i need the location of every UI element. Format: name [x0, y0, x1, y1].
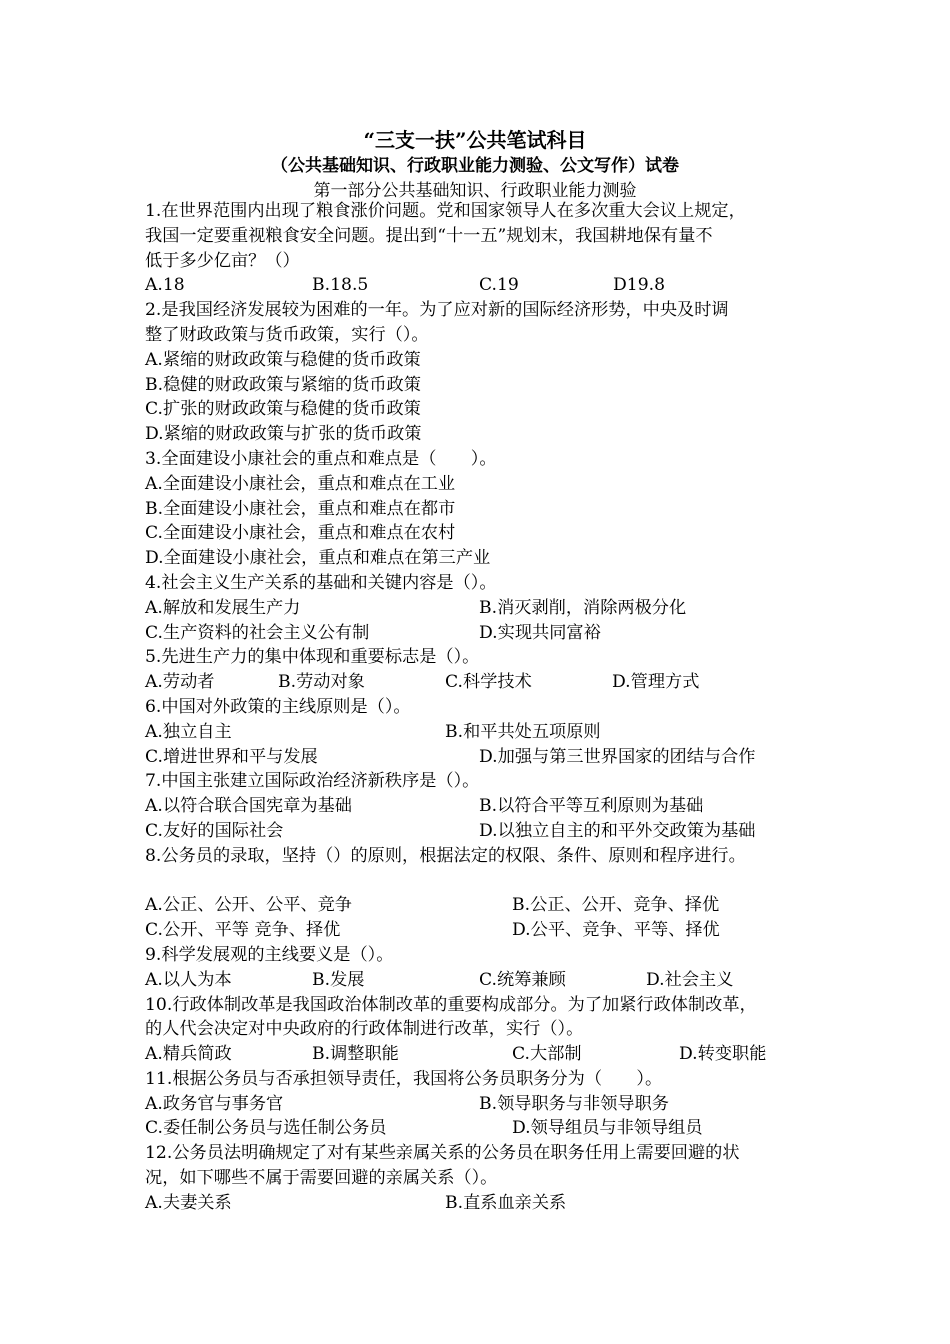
- question-stem: 3.全面建设小康社会的重点和难点是（ ）。: [145, 448, 497, 469]
- section-heading: 第一部分公共基础知识、行政职业能力测验: [313, 181, 637, 201]
- option-c: C.科学技术: [445, 672, 532, 693]
- option-c: C.委任制公务员与选任制公务员: [145, 1118, 387, 1139]
- question-stem: 7.中国主张建立国际政治经济新秩序是（）。: [145, 771, 480, 792]
- option-d: D.以独立自主的和平外交政策为基础: [479, 820, 756, 841]
- option-b: B.劳动对象: [278, 672, 365, 693]
- option-a: A.18: [145, 275, 185, 296]
- option-b: B.18.5: [312, 275, 369, 296]
- option-c: C.增进世界和平与发展: [145, 746, 318, 767]
- option-row: [145, 819, 825, 844]
- option-d: D19.8: [613, 275, 666, 296]
- question-stem: 5.先进生产力的集中体现和重要标志是（）。: [145, 647, 480, 668]
- option-d: D.社会主义: [646, 969, 734, 990]
- option-d: D.领导组员与非领导组员: [512, 1118, 703, 1139]
- option-a: A.政务官与事务官: [145, 1093, 284, 1114]
- option-d: D.转变职能: [679, 1044, 767, 1065]
- option-c: C.生产资料的社会主义公有制: [145, 622, 370, 643]
- option-row: [145, 1042, 825, 1067]
- question-stem: 整了财政政策与货币政策，实行（）。: [145, 324, 429, 345]
- option-d: D.管理方式: [612, 672, 700, 693]
- option-c: C.公开、平等 竞争、择优: [145, 920, 341, 941]
- question-stem: 12.公务员法明确规定了对有某些亲属关系的公务员在职务任用上需要回避的状: [145, 1143, 740, 1164]
- option-b: B.全面建设小康社会，重点和难点在都市: [145, 498, 456, 519]
- option-d: D.公平、竞争、平等、择优: [512, 920, 720, 941]
- question-stem: 的人代会决定对中央政府的行政体制进行改革，实行（）。: [145, 1019, 584, 1040]
- option-row: [145, 1116, 825, 1141]
- option-a: A.紧缩的财政政策与稳健的货币政策: [145, 349, 421, 370]
- option-c: C.19: [479, 275, 519, 296]
- question-stem: 1.在世界范围内出现了粮食涨价问题。党和国家领导人在多次重大会议上规定，: [145, 201, 746, 221]
- option-a: A.劳动者: [145, 672, 215, 693]
- question-stem: 低于多少亿亩？（）: [145, 250, 300, 271]
- option-row: [145, 720, 825, 745]
- question-stem: 况，如下哪些不属于需要回避的亲属关系（）。: [145, 1168, 498, 1189]
- option-row: [145, 745, 825, 770]
- option-c: C.全面建设小康社会，重点和难点在农村: [145, 523, 456, 544]
- option-a: A.公正、公开、公平、竞争: [145, 895, 352, 916]
- option-b: B.公正、公开、竞争、择优: [512, 895, 720, 916]
- option-row: [145, 893, 825, 918]
- option-d: D.紧缩的财政政策与扩张的货币政策: [145, 424, 422, 445]
- option-row: [145, 273, 825, 298]
- option-b: B.直系血亲关系: [445, 1192, 567, 1213]
- option-row: [145, 1092, 825, 1117]
- option-row: [145, 670, 825, 695]
- question-stem: 8.公务员的录取，坚持（）的原则，根据法定的权限、条件、原则和程序进行。: [145, 845, 746, 866]
- question-stem: 4.社会主义生产关系的基础和关键内容是（）。: [145, 572, 497, 593]
- option-row: [145, 1191, 825, 1216]
- option-a: A.以人为本: [145, 969, 232, 990]
- option-d: D.全面建设小康社会，重点和难点在第三产业: [145, 548, 491, 569]
- option-b: B.以符合平等互利原则为基础: [479, 796, 704, 817]
- option-b: B.消灭剥削，消除两极分化: [479, 597, 687, 618]
- option-a: A.解放和发展生产力: [145, 597, 301, 618]
- blank-line: [145, 869, 825, 894]
- question-stem: 9.科学发展观的主线要义是（）。: [145, 944, 394, 965]
- option-row: [145, 596, 825, 621]
- option-a: A.全面建设小康社会，重点和难点在工业: [145, 473, 456, 494]
- question-list: [145, 199, 825, 1216]
- document-title: “三支一扶”公共笔试科目: [363, 128, 587, 152]
- option-b: B.调整职能: [312, 1044, 399, 1065]
- option-c: C.友好的国际社会: [145, 820, 284, 841]
- option-a: A.夫妻关系: [145, 1192, 232, 1213]
- option-a: A.独立自主: [145, 721, 232, 742]
- option-c: C.统筹兼顾: [479, 969, 566, 990]
- option-row: [145, 621, 825, 646]
- option-d: D.实现共同富裕: [479, 622, 601, 643]
- option-row: [145, 918, 825, 943]
- document-subtitle: （公共基础知识、行政职业能力测验、公文写作）试卷: [271, 156, 679, 176]
- option-b: B.稳健的财政政策与紧缩的货币政策: [145, 374, 421, 395]
- question-stem: 6.中国对外政策的主线原则是（）。: [145, 696, 411, 717]
- option-c: C.大部制: [512, 1044, 582, 1065]
- question-stem: 2.是我国经济发展较为困难的一年。为了应对新的国际经济形势，中央及时调: [145, 300, 729, 321]
- question-stem: 10.行政体制改革是我国政治体制改革的重要构成部分。为了加紧行政体制改革，: [145, 994, 757, 1015]
- option-c: C.扩张的财政政策与稳健的货币政策: [145, 399, 421, 420]
- option-a: A.精兵简政: [145, 1044, 232, 1065]
- option-b: B.领导职务与非领导职务: [479, 1093, 669, 1114]
- option-b: B.和平共处五项原则: [445, 721, 601, 742]
- option-row: [145, 794, 825, 819]
- question-stem: 我国一定要重视粮食安全问题。提出到“十一五”规划末，我国耕地保有量不: [145, 225, 713, 246]
- question-stem: 11.根据公务员与否承担领导责任，我国将公务员职务分为（ ）。: [145, 1068, 663, 1089]
- option-b: B.发展: [312, 969, 365, 990]
- option-a: A.以符合联合国宪章为基础: [145, 796, 352, 817]
- option-d: D.加强与第三世界国家的团结与合作: [479, 746, 756, 767]
- option-row: [145, 968, 825, 993]
